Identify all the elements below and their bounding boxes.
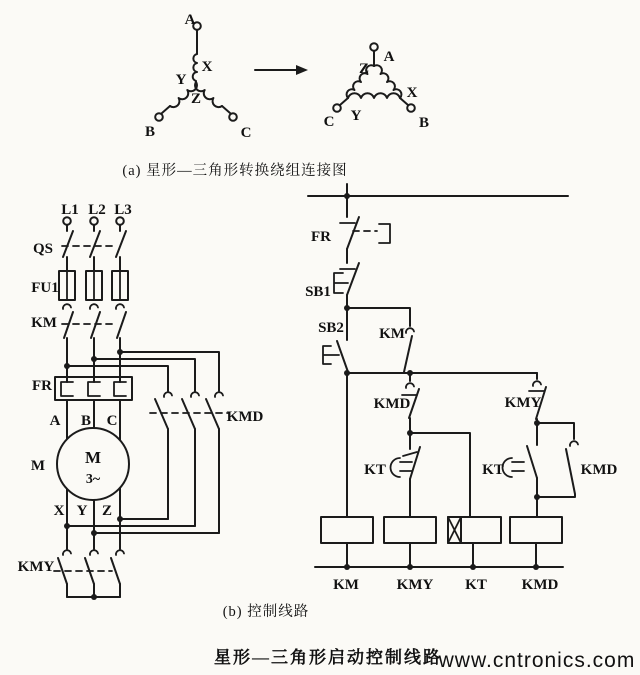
delta-winding-diagram: [324, 43, 429, 131]
transition-arrow: [255, 65, 308, 75]
label-coil-kt: KT: [465, 577, 487, 593]
label-km-aux: KM: [379, 326, 405, 342]
label-coil-kmd: KMD: [521, 577, 559, 593]
motor-letter: M: [84, 448, 102, 467]
label-kmy-main: KMY: [17, 559, 55, 575]
label-motor: M: [30, 458, 46, 474]
label-coil-kmy: KMY: [396, 577, 434, 593]
kmd-holding-contact: [537, 423, 578, 497]
label-qs: QS: [32, 241, 54, 257]
label-kmd-main: KMD: [226, 409, 264, 425]
control-junction-dots: [344, 193, 540, 570]
star-coil-x: X: [201, 59, 213, 75]
label-kmy-interlock: KMY: [504, 395, 542, 411]
label-l2: L2: [88, 202, 106, 218]
star-terminal-c: C: [240, 125, 252, 141]
motor-phase: 3~: [85, 472, 101, 487]
delta-coil-y: Y: [350, 108, 362, 124]
delta-coil-x: X: [406, 85, 418, 101]
figure-title: 星形—三角形启动控制线路: [214, 648, 442, 667]
star-coil-y: Y: [175, 72, 187, 88]
label-fr-main: FR: [32, 378, 52, 394]
caption-b: (b) 控制线路: [222, 604, 310, 620]
motor-terminal-c: C: [106, 413, 118, 429]
star-coil-z: Z: [190, 91, 202, 107]
main-circuit: [18, 202, 264, 600]
delta-terminal-b: B: [418, 115, 430, 131]
label-l3: L3: [114, 202, 132, 218]
coil-kmy: [384, 517, 436, 567]
label-km-main: KM: [31, 315, 57, 331]
label-l1: L1: [61, 202, 79, 218]
motor-terminal-x: X: [53, 503, 65, 519]
delta-coil-z: Z: [358, 61, 370, 77]
caption-a: (a) 星形—三角形转换绕组连接图: [122, 163, 348, 179]
label-sb1: SB1: [305, 284, 331, 300]
label-sb2: SB2: [318, 320, 344, 336]
label-fr-control: FR: [311, 229, 331, 245]
motor-terminal-y: Y: [76, 503, 88, 519]
label-kmd-holding: KMD: [580, 462, 618, 478]
star-winding-diagram: [145, 12, 251, 141]
sb2-start-button: [323, 341, 348, 372]
delta-terminal-c: C: [323, 114, 335, 130]
motor-terminal-z: Z: [101, 503, 113, 519]
qs-switch: [62, 225, 126, 271]
control-circuit: [305, 184, 617, 593]
coil-km: [321, 517, 373, 567]
km-main-contacts: [62, 304, 126, 382]
kt-coil-lead: [410, 433, 470, 517]
kt-delay-contact-left: [391, 433, 421, 517]
kt-delay-contact-right: [503, 423, 538, 497]
fuse-fu1: [59, 271, 128, 300]
coil-kt: [448, 517, 501, 567]
watermark: www.cntronics.com: [438, 649, 636, 672]
label-coil-km: KM: [333, 577, 359, 593]
label-kt-right: KT: [482, 462, 504, 478]
star-terminal-a: A: [184, 12, 196, 28]
kmy-contacts: [54, 550, 124, 597]
label-kmd-interlock: KMD: [373, 396, 411, 412]
motor-terminal-b: B: [80, 413, 92, 429]
fr-contact: [340, 196, 390, 263]
coil-kmd: [510, 517, 562, 567]
delta-terminal-a: A: [383, 49, 395, 65]
motor-terminal-a: A: [49, 413, 61, 429]
label-kt-left: KT: [364, 462, 386, 478]
star-terminal-b: B: [144, 124, 156, 140]
label-fu1: FU1: [31, 280, 59, 296]
